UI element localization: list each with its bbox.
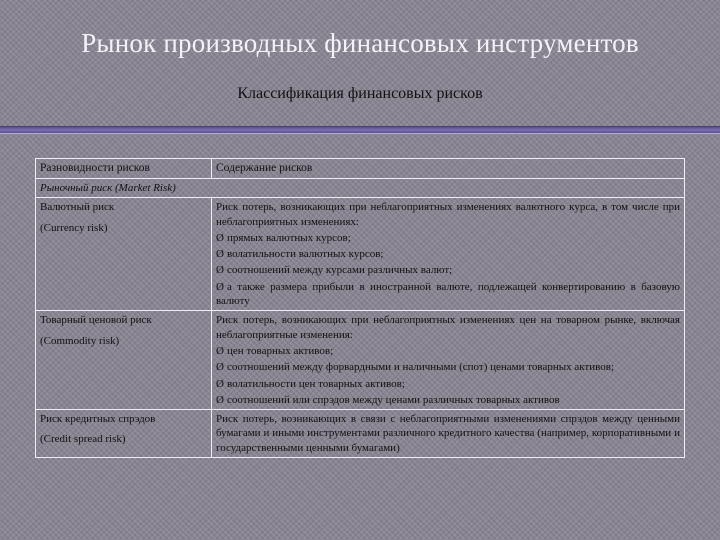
risk-bullet-text: а также размера прибыли в иностранной валюте, подлежащей конвертированию в базовую валюту (216, 280, 680, 308)
risk-bullet-item (216, 263, 680, 277)
risk-name-cell (36, 410, 212, 458)
risk-bullet-item (216, 247, 680, 261)
arrow-bullet-icon: Ø (216, 393, 224, 406)
arrow-bullet-icon: Ø (216, 248, 224, 261)
risk-bullet-text: соотношений между курсами различных валют; (226, 264, 453, 277)
arrow-bullet-icon: Ø (216, 361, 224, 374)
risk-classification-table (35, 158, 685, 458)
arrow-bullet-icon: Ø (216, 280, 224, 293)
risk-bullet-item (216, 360, 680, 374)
arrow-bullet-icon: Ø (216, 344, 224, 357)
risk-bullet-item (216, 377, 680, 391)
risk-bullet-text: соотношений или спрэдов между ценами различных товарных активов (226, 393, 560, 406)
risk-description: Риск потерь, возникающих при неблагоприятных изменениях валютного курса, в том числе при неблагоприятных изменениях: (216, 201, 680, 228)
table-row (36, 198, 685, 311)
slide-title: Рынок производных финансовых инструментов (81, 28, 639, 58)
risk-name-cell (36, 198, 212, 311)
arrow-bullet-icon: Ø (216, 231, 224, 244)
table-header-row (36, 159, 685, 179)
risk-description-cell (212, 410, 685, 458)
table-row (36, 311, 685, 410)
section-market-risk: Рыночный риск (Market Risk) (36, 178, 685, 197)
risk-bullet-text: цен товарных активов; (226, 344, 334, 357)
table-row (36, 410, 685, 458)
risk-description: Риск потерь, возникающих в связи с неблагоприятными изменениями спрэдов между ценными бумагами и иными инструментами различного кредитного качества (например, корпоративными и государственными ценными бумагами) (216, 413, 680, 454)
header-risk-content: Содержание рисков (212, 159, 685, 179)
risk-name: Товарный ценовой риск (40, 314, 152, 327)
risk-bullet-text: соотношений между форвардными и наличными (спот) ценами товарных активов; (226, 361, 615, 374)
risk-bullet-text: волатильности цен товарных активов; (226, 377, 405, 390)
arrow-bullet-icon: Ø (216, 264, 224, 277)
risk-description-cell (212, 311, 685, 410)
risk-name-en: (Currency risk) (40, 221, 108, 234)
risk-name: Валютный риск (40, 201, 115, 214)
risk-bullet-item (216, 393, 680, 407)
risk-description-cell (212, 198, 685, 311)
table-section-row (36, 178, 685, 197)
risk-name-en: (Credit spread risk) (40, 433, 126, 446)
slide-subtitle: Классификация финансовых рисков (237, 85, 483, 102)
arrow-bullet-icon: Ø (216, 377, 224, 390)
risk-name-cell (36, 311, 212, 410)
risk-description: Риск потерь, возникающих при неблагоприятных изменениях цен на товарном рынке, включая неблагоприятные изменения: (216, 314, 680, 341)
risk-bullet-item (216, 344, 680, 358)
risk-bullet-text: прямых валютных курсов; (226, 231, 351, 244)
risk-bullet-text: волатильности валютных курсов; (226, 248, 384, 261)
risk-bullet-item (216, 231, 680, 245)
title-divider (0, 126, 720, 134)
risk-name: Риск кредитных спрэдов (40, 413, 156, 426)
risk-bullet-item (216, 280, 680, 309)
risk-name-en: (Commodity risk) (40, 334, 120, 347)
header-risk-types: Разновидности рисков (36, 159, 212, 179)
